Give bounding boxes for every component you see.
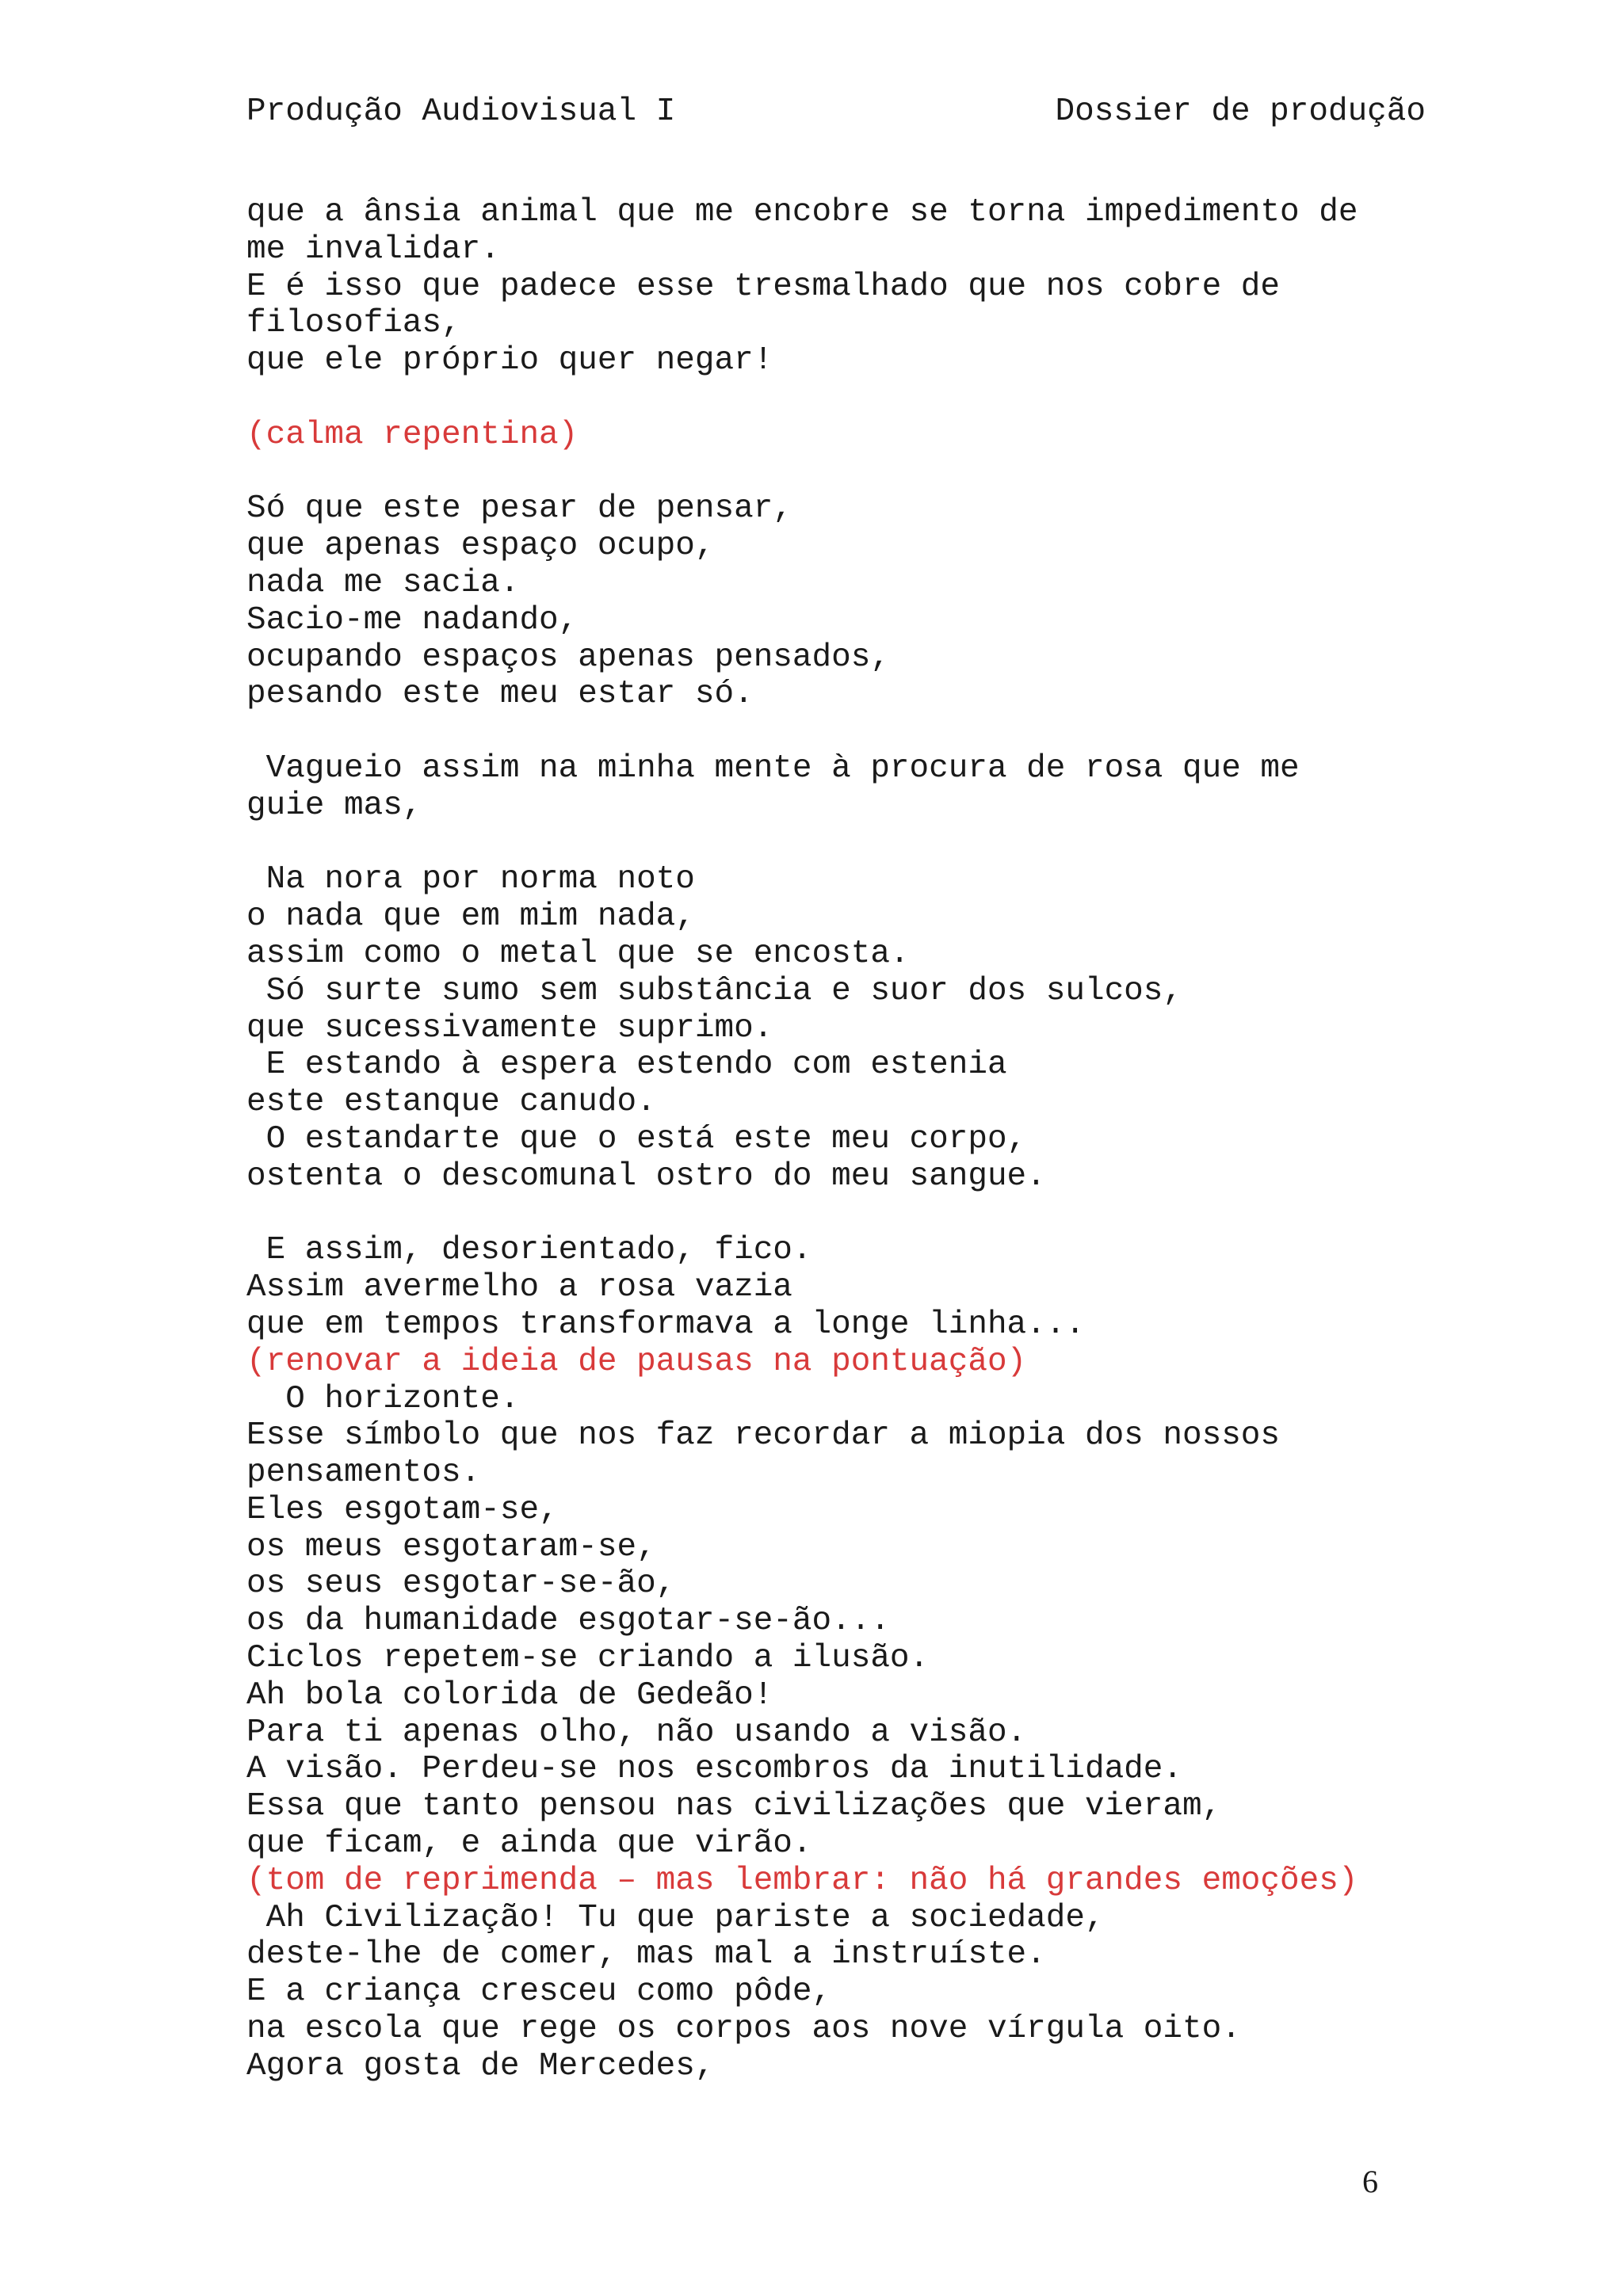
script-text xyxy=(246,194,1403,2085)
script-line: filosofias, xyxy=(246,305,461,342)
script-line: Sacio-me nadando, xyxy=(246,601,579,639)
script-line: A visão. Perdeu-se nos escombros da inutilidade. xyxy=(246,1751,1182,1788)
script-line: E a criança cresceu como pôde, xyxy=(246,1974,832,2011)
script-line: Para ti apenas olho, não usando a visão. xyxy=(246,1714,1027,1751)
script-line: nada me sacia. xyxy=(246,564,520,601)
stage-direction-line: (calma repentina) xyxy=(246,416,579,453)
script-line: este estanque canudo. xyxy=(246,1084,656,1121)
script-line: Ciclos repetem-se criando a ilusão. xyxy=(246,1640,930,1677)
stage-direction-line: (renovar a ideia de pausas na pontuação) xyxy=(246,1343,1027,1380)
script-line: Ah Civilização! Tu que pariste a sociedade, xyxy=(246,1899,1105,1936)
script-line: pensamentos. xyxy=(246,1455,481,1492)
script-line: Ah bola colorida de Gedeão! xyxy=(246,1676,773,1714)
script-line: o nada que em mim nada, xyxy=(246,898,695,936)
script-line: Essa que tanto pensou nas civilizações que vieram, xyxy=(246,1788,1222,1825)
script-line: que sucessivamente suprimo. xyxy=(246,1009,773,1047)
script-line: O horizonte. xyxy=(246,1380,520,1417)
script-line: que ficam, e ainda que virão. xyxy=(246,1825,812,1863)
script-line: O estandarte que o está este meu corpo, xyxy=(246,1120,1027,1158)
script-line: Esse símbolo que nos faz recordar a miopia dos nossos xyxy=(246,1417,1281,1455)
script-line: deste-lhe de comer, mas mal a instruíste. xyxy=(246,1936,1046,1974)
script-line: Vagueio assim na minha mente à procura de rosa que me xyxy=(246,749,1300,787)
script-line: E é isso que padece esse tresmalhado que nos cobre de xyxy=(246,268,1281,305)
script-line: Só surte sumo sem substância e suor dos sulcos, xyxy=(246,972,1182,1009)
script-line: na escola que rege os corpos aos nove vírgula oito. xyxy=(246,2011,1241,2048)
stage-direction-line: (tom de reprimenda – mas lembrar: não há grandes emoções) xyxy=(246,1862,1358,1899)
script-line: assim como o metal que se encosta. xyxy=(246,935,910,972)
script-line: os da humanidade esgotar-se-ão... xyxy=(246,1603,890,1640)
blank-line xyxy=(246,1196,1403,1233)
script-line: ocupando espaços apenas pensados, xyxy=(246,639,890,676)
script-line: ostenta o descomunal ostro do meu sangue. xyxy=(246,1158,1046,1195)
blank-line xyxy=(246,825,1403,862)
page-header xyxy=(246,93,1426,141)
script-line: que em tempos transformava a longe linha... xyxy=(246,1306,1085,1343)
page-number: 6 xyxy=(1362,2164,1378,2199)
blank-line xyxy=(246,454,1403,491)
script-line: que ele próprio quer negar! xyxy=(246,342,773,379)
script-line: Assim avermelho a rosa vazia xyxy=(246,1269,792,1306)
script-line: que apenas espaço ocupo, xyxy=(246,528,715,565)
header-course-title: Produção Audiovisual I xyxy=(246,93,676,130)
script-line: os seus esgotar-se-ão, xyxy=(246,1566,676,1603)
script-line: Só que este pesar de pensar, xyxy=(246,490,792,528)
header-document-title: Dossier de produção xyxy=(1055,93,1426,130)
script-line: pesando este meu estar só. xyxy=(246,676,754,713)
script-line: me invalidar. xyxy=(246,231,500,268)
blank-line xyxy=(246,379,1403,417)
script-line: os meus esgotaram-se, xyxy=(246,1528,656,1566)
script-line: Agora gosta de Mercedes, xyxy=(246,2047,715,2084)
script-line: E assim, desorientado, fico. xyxy=(246,1232,812,1269)
script-line: Eles esgotam-se, xyxy=(246,1491,559,1528)
script-line: Na nora por norma noto xyxy=(246,861,695,898)
blank-line xyxy=(246,713,1403,750)
script-line: E estando à espera estendo com estenia xyxy=(246,1047,1007,1084)
script-line: que a ânsia animal que me encobre se torna impedimento de xyxy=(246,194,1358,231)
script-line: guie mas, xyxy=(246,787,422,824)
